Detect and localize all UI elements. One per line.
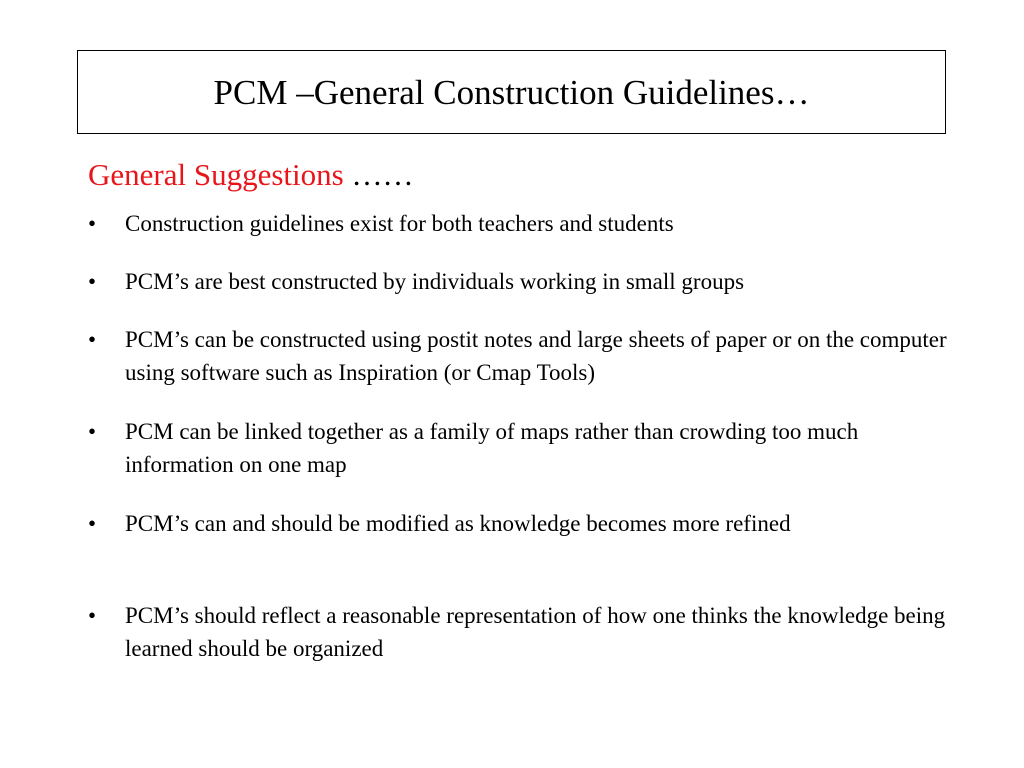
bullet-dot: •: [88, 211, 97, 236]
bullet-dot: •: [88, 327, 97, 352]
bullet-text: PCM’s can be constructed using postit notes and large sheets of paper or on the computer using software such as Inspiration (or Cmap Tools): [125, 327, 947, 385]
bullet-text: PCM’s should reflect a reasonable representation of how one thinks the knowledge being learned should be organized: [125, 603, 946, 661]
bullet-text: PCM’s are best constructed by individuals working in small groups: [125, 269, 745, 294]
subheading-accent-text: General Suggestions: [88, 157, 344, 192]
bullet-item: [88, 265, 948, 298]
bullet-text: PCM can be linked together as a family of maps rather than crowding too much information on one map: [125, 419, 859, 477]
bullet-item: [88, 207, 948, 240]
slide-title: PCM –General Construction Guidelines…: [213, 72, 810, 112]
bullet-dot: •: [88, 269, 97, 294]
bullet-item: [88, 415, 948, 481]
bullet-dot: •: [88, 603, 97, 628]
bullet-text: PCM’s can and should be modified as knowledge becomes more refined: [125, 511, 791, 536]
bullet-text: Construction guidelines exist for both teachers and students: [125, 211, 674, 236]
bullet-item: [88, 599, 948, 665]
bullet-dot: •: [88, 419, 97, 444]
bullet-item: [88, 507, 948, 540]
bullet-dot: •: [88, 511, 97, 536]
bullet-item: [88, 323, 948, 389]
subheading-ellipsis: ……: [343, 157, 414, 192]
